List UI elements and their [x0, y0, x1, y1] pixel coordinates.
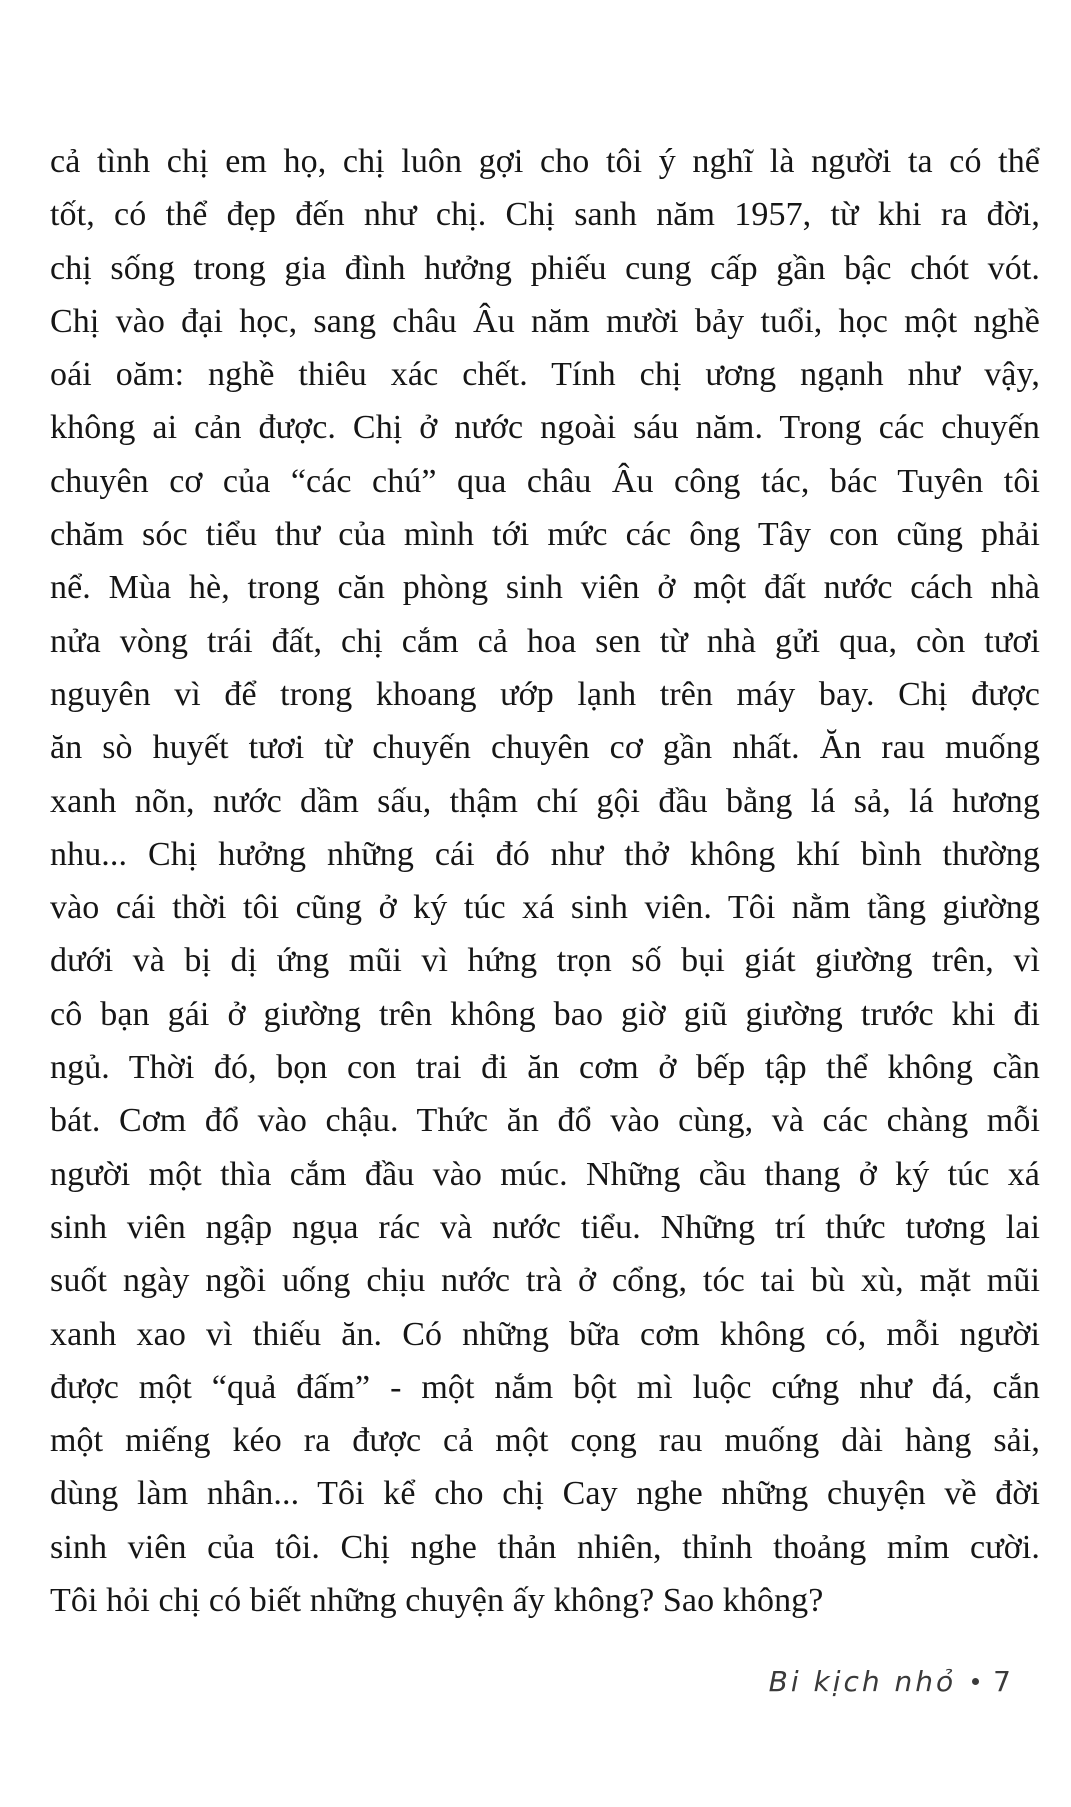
- text-line: xanh xao vì thiếu ăn. Có những bữa cơm không có, mỗi người: [50, 1315, 1040, 1353]
- text-line: sinh viên của tôi. Chị nghe thản nhiên, thỉnh thoảng mỉm cười.: [50, 1528, 1040, 1566]
- text-line: vào cái thời tôi cũng ở ký túc xá sinh viên. Tôi nằm tầng giường: [50, 889, 1040, 927]
- text-line: được một “quả đấm” - một nắm bột mì luộc cứng như đá, cắn: [50, 1368, 1040, 1406]
- text-line: nể. Mùa hè, trong căn phòng sinh viên ở một đất nước cách nhà: [50, 569, 1040, 607]
- text-line: bát. Cơm đổ vào chậu. Thức ăn đổ vào cùng, và các chàng mỗi: [50, 1102, 1040, 1140]
- text-line: nguyên vì để trong khoang ướp lạnh trên máy bay. Chị được: [50, 675, 1040, 713]
- text-line: xanh nõn, nước dầm sấu, thậm chí gội đầu bằng lá sả, lá hương: [50, 782, 1040, 820]
- body-text: [50, 135, 1040, 1627]
- text-line: suốt ngày ngồi uống chịu nước trà ở cổng, tóc tai bù xù, mặt mũi: [50, 1262, 1040, 1300]
- bullet-separator: [972, 1678, 979, 1685]
- text-line: nhu... Chị hưởng những cái đó như thở không khí bình thường: [50, 835, 1040, 873]
- text-line: dưới và bị dị ứng mũi vì hứng trọn số bụi giát giường trên, vì: [50, 942, 1040, 980]
- page-footer: [769, 1665, 1011, 1698]
- text-line: cả tình chị em họ, chị luôn gợi cho tôi ý nghĩ là người ta có thể: [50, 143, 1040, 180]
- text-line: chị sống trong gia đình hưởng phiếu cung cấp gần bậc chót vót.: [50, 249, 1040, 287]
- text-line: ăn sò huyết tươi từ chuyến chuyên cơ gần nhất. Ăn rau muống: [50, 729, 1040, 767]
- text-line: nửa vòng trái đất, chị cắm cả hoa sen từ nhà gửi qua, còn tươi: [50, 622, 1040, 660]
- text-line: dùng làm nhân... Tôi kể cho chị Cay nghe những chuyện về đời: [50, 1475, 1040, 1513]
- running-head: Bi kịch nhỏ: [768, 1665, 957, 1698]
- text-line: người một thìa cắm đầu vào múc. Những cầu thang ở ký túc xá: [50, 1155, 1040, 1193]
- text-line: chăm sóc tiểu thư của mình tới mức các ông Tây con cũng phải: [50, 516, 1040, 554]
- text-line: Chị vào đại học, sang châu Âu năm mười bảy tuổi, học một nghề: [50, 302, 1040, 340]
- text-line: một miếng kéo ra được cả một cọng rau muống dài hàng sải,: [50, 1422, 1040, 1460]
- page-number: 7: [993, 1665, 1011, 1698]
- text-line: ngủ. Thời đó, bọn con trai đi ăn cơm ở bếp tập thể không cần: [50, 1049, 1040, 1087]
- text-line: không ai cản được. Chị ở nước ngoài sáu năm. Trong các chuyến: [50, 409, 1040, 447]
- text-line: Tôi hỏi chị có biết những chuyện ấy không? Sao không?: [50, 1582, 824, 1620]
- text-line: tốt, có thể đẹp đến như chị. Chị sanh năm 1957, từ khi ra đời,: [50, 196, 1040, 234]
- text-line: cô bạn gái ở giường trên không bao giờ giũ giường trước khi đi: [50, 995, 1040, 1033]
- text-line: oái oăm: nghề thiêu xác chết. Tính chị ương ngạnh như vậy,: [50, 356, 1040, 394]
- text-line: sinh viên ngập ngụa rác và nước tiểu. Những trí thức tương lai: [50, 1208, 1040, 1246]
- text-line: chuyên cơ của “các chú” qua châu Âu công tác, bác Tuyên tôi: [50, 462, 1040, 500]
